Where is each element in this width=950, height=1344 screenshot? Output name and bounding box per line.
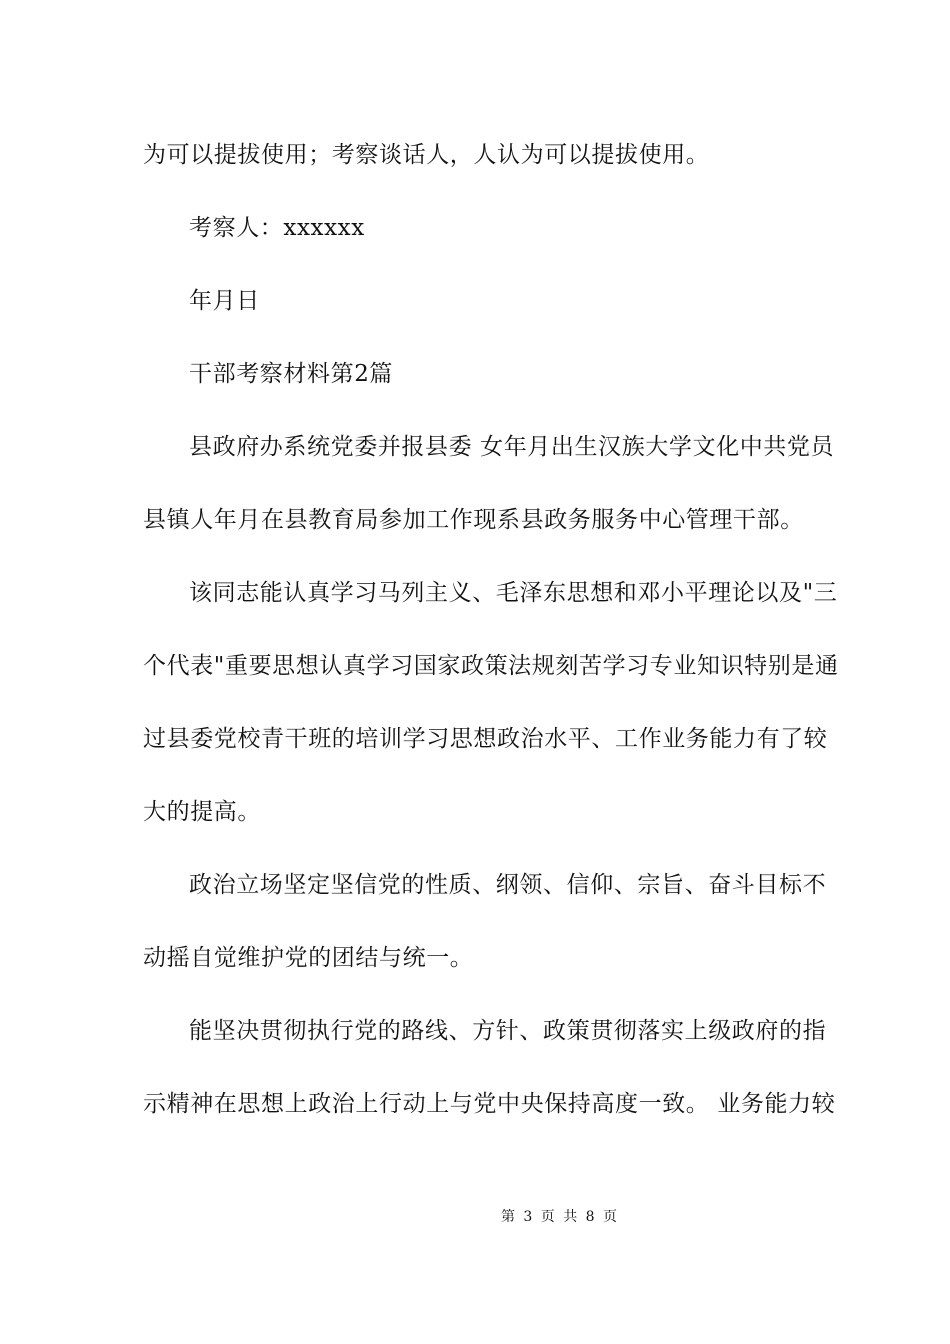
text-line: 考察人：xxxxxx [189, 215, 365, 241]
page-footer: 第 3 页 共 8 页 [500, 1209, 620, 1225]
text-line: 过县委党校青干班的培训学习思想政治水平、工作业务能力有了较 [143, 726, 828, 752]
text-line: 县镇人年月在县教育局参加工作现系县政务服务中心管理干部。 [143, 507, 804, 533]
text-line: 为可以提拔使用；考察谈话人，人认为可以提拔使用。 [143, 142, 710, 168]
text-line: 该同志能认真学习马列主义、毛泽东思想和邓小平理论以及"三 [189, 580, 838, 606]
text-line: 能坚决贯彻执行党的路线、方针、政策贯彻落实上级政府的指 [189, 1018, 827, 1044]
text-line: 政治立场坚定坚信党的性质、纲领、信仰、宗旨、奋斗目标不 [189, 872, 827, 898]
document-body [143, 131, 839, 1153]
text-line: 示精神在思想上政治上行动上与党中央保持高度一致。 业务能力较 [143, 1091, 836, 1117]
section-heading: 干部考察材料第2篇 [189, 361, 394, 387]
text-line: 大的提高。 [143, 799, 261, 825]
text-line: 县政府办系统党委并报县委 女年月出生汉族大学文化中共党员 [189, 434, 835, 460]
text-line: 年月日 [189, 288, 260, 314]
text-line: 动摇自觉维护党的团结与统一。 [143, 945, 474, 971]
text-line: 个代表"重要思想认真学习国家政策法规刻苦学习专业知识特别是通 [143, 653, 839, 679]
